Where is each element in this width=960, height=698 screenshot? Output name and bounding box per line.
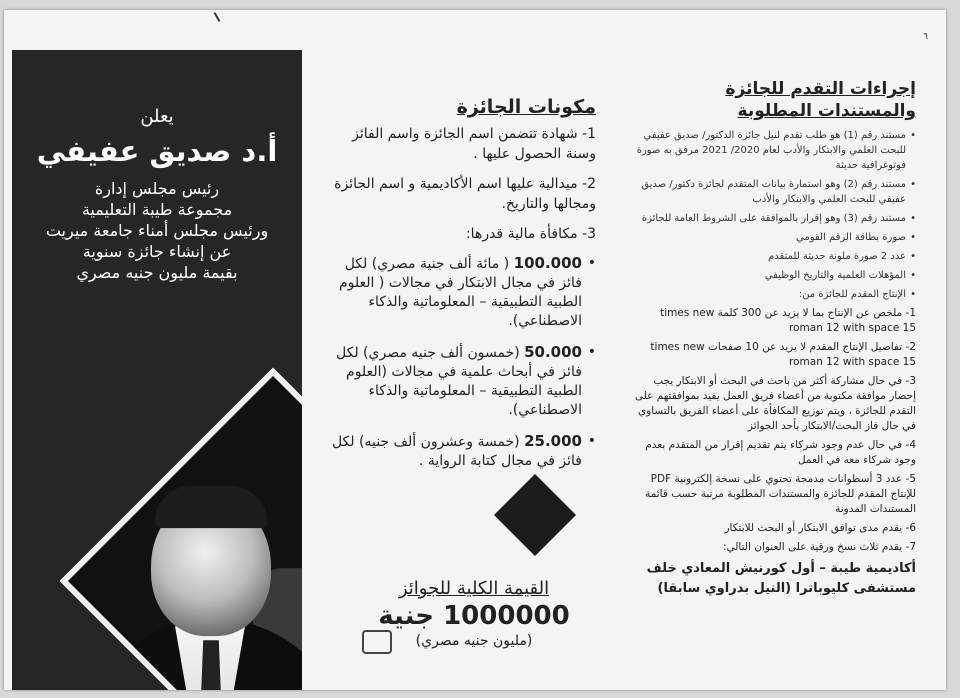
procedure-step: 6- يقدم مدى توافق الابتكار أو البحث للابتكار bbox=[724, 522, 916, 534]
announce-label: يعلن bbox=[140, 106, 174, 127]
procedure-step: 5- عدد 3 أسطوانات مدمجة تحتوي على نسخة إلكترونية PDF للإنتاج المقدم للجائزة والمستندات المطلوبة مرتبة حسب قائمة المستندات المدونة bbox=[645, 473, 916, 515]
prize-components bbox=[326, 96, 596, 483]
procedures bbox=[630, 78, 916, 599]
prize-item bbox=[326, 432, 596, 471]
prize-text: (خمسة وعشرون ألف جنيه) لكل فائز في مجال كتابة الرواية . bbox=[331, 434, 582, 469]
procedure-bullet: • الإنتاج المقدم للجائزة من: bbox=[630, 287, 916, 302]
procedure-step: 7- يقدم ثلاث نسخ ورقية على العنوان التالي: bbox=[722, 541, 916, 553]
about-line: ورئيس مجلس أمناء جامعة ميريت bbox=[45, 221, 269, 240]
procedure-bullet: • صورة بطاقة الرقم القومي bbox=[630, 230, 916, 245]
prize-item bbox=[326, 343, 596, 420]
about-block bbox=[12, 178, 302, 283]
procedure-bullet: • مستند رقم (3) وهو إقرار بالموافقة على الشروط العامة للجائزة bbox=[630, 211, 916, 226]
procedure-step: 3- في حال مشاركة أكثر من باحث في البحث أو الابتكار يجب إحضار موافقة مكتوبة من أعضاء فريق العمل يفيد بموافقتهم على التقدم للجائزة ، ويتم توزيع المكافأة على أعضاء الفريق بالتساوي في حال فاز البحث/الابتكار بأحد الجوائز bbox=[634, 375, 916, 432]
procedures-subtitle: والمستندات المطلوبة bbox=[737, 101, 916, 121]
total-words: (مليون جنيه مصري) bbox=[415, 633, 533, 649]
prize-text: (خمسون ألف جنيه مصري) لكل فائز في أبحاث علمية في مجالات (العلوم الطبية التطبيقية – المعلوماتية والذكاء الاصطناعي). bbox=[336, 345, 582, 418]
total-label: القيمة الكلية للجوائز bbox=[398, 578, 550, 599]
component-item: 3- مكافأة مالية قدرها: bbox=[465, 226, 596, 242]
component-item: 2- ميدالية عليها اسم الأكاديمية و اسم الجائزة ومجالها والتاريخ. bbox=[334, 176, 596, 212]
prize-amount: 25.000 bbox=[524, 432, 582, 450]
academy-logo-icon bbox=[362, 630, 392, 654]
procedure-bullet: • مستند رقم (2) وهو استمارة بيانات المتقدم لجائزة دكتور/ صديق عفيفي للبحث العلمي والابتكار والأدب bbox=[630, 177, 916, 207]
procedure-step: 2- تفاصيل الإنتاج المقدم لا يزيد عن 10 صفحات times new roman 12 with space 15 bbox=[650, 341, 916, 368]
portrait-frame bbox=[59, 367, 302, 690]
procedure-bullet: • عدد 2 صورة ملونة حديثة للمتقدم bbox=[630, 249, 916, 264]
about-line: مجموعة طيبة التعليمية bbox=[81, 200, 233, 219]
prize-amount: 100.000 bbox=[513, 254, 582, 272]
procedure-bullet: • المؤهلات العلمية والتاريخ الوظيفي bbox=[630, 268, 916, 283]
about-line: عن إنشاء جائزة سنوية bbox=[82, 242, 232, 261]
page-number: ٦ bbox=[923, 32, 928, 42]
prize-amount: 50.000 bbox=[524, 343, 582, 361]
scan-mark bbox=[214, 12, 221, 22]
prize-item bbox=[326, 254, 596, 331]
total-amount: 1000000 جنية bbox=[378, 601, 570, 631]
component-item: 1- شهادة تتضمن اسم الجائزة واسم الفائز وسنة الحصول عليها . bbox=[352, 126, 596, 162]
hair bbox=[155, 486, 267, 528]
decorative-diamond bbox=[494, 474, 576, 556]
about-line: رئيس مجلس إدارة bbox=[94, 179, 220, 198]
components-title: مكونات الجائزة bbox=[456, 96, 596, 118]
procedures-title: إجراءات التقدم للجائزة bbox=[725, 79, 916, 99]
submission-address: أكاديمية طيبة – أول كورنيش المعادي خلف مستشفى كليوباترا (النيل بدراوي سابقا) bbox=[646, 561, 916, 596]
procedure-bullet: • مستند رقم (1) هو طلب تقدم لنيل جائزة الدكتور/ صديق عفيفي للبحث العلمي والابتكار والأدب لعام 2020/ 2021 مرفق به صورة فوتوغرافية حديثة bbox=[630, 128, 916, 173]
portrait-photo bbox=[63, 378, 302, 690]
document-page bbox=[4, 10, 946, 690]
about-line: بقيمة مليون جنيه مصري bbox=[76, 263, 238, 282]
person-name: أ.د صديق عفيفي bbox=[36, 134, 278, 168]
prize-text: ( مائة ألف جنية مصري) لكل فائز في مجال الابتكار في مجالات ( العلوم الطبية التطبيقية – المعلوماتية والذكاء الاصطناعي). bbox=[338, 256, 582, 329]
procedure-step: 1- ملخص عن الإنتاج بما لا يزيد عن 300 كلمة times new roman 12 with space 15 bbox=[660, 307, 916, 334]
procedure-step: 4- في حال عدم وجود شركاء يتم تقديم إقرار من المتقدم بعدم وجود شركاء معه في العمل bbox=[645, 439, 916, 466]
announcement-panel bbox=[12, 50, 302, 690]
